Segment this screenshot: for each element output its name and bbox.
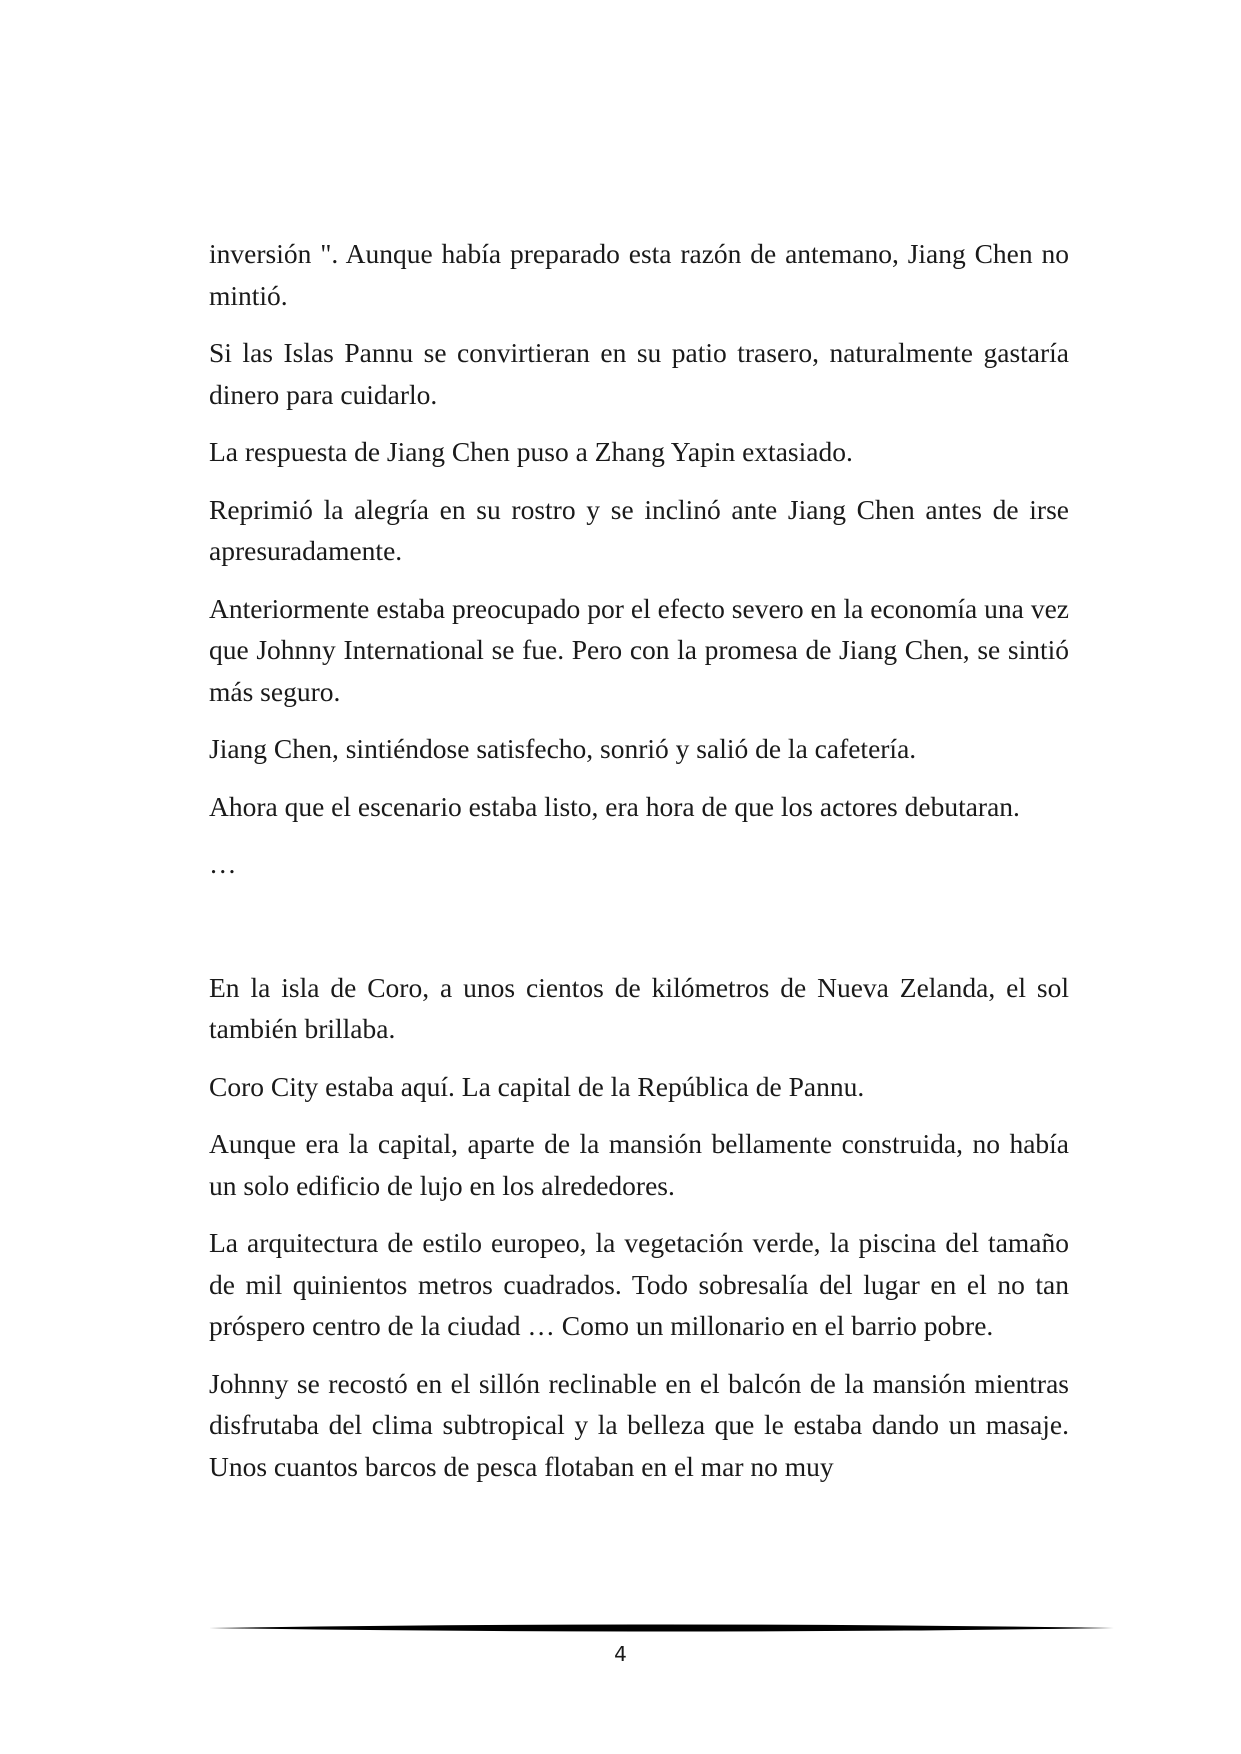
paragraph: Reprimió la alegría en su rostro y se inclinó ante Jiang Chen antes de irse apresuradamente. [209,493,1069,566]
paragraph: La arquitectura de estilo europeo, la vegetación verde, la piscina del tamaño de mil quinientos metros cuadrados. Todo sobresalía del lugar en el no tan próspero centro de la ciudad … Como un millonario en el barrio pobre. [209,1227,1069,1341]
page-number: 4 [614,1642,627,1666]
paragraph: En la isla de Coro, a unos cientos de kilómetros de Nueva Zelanda, el sol también brillaba. [209,971,1069,1044]
paragraph: Jiang Chen, sintiéndose satisfecho, sonrió y salió de la cafetería. [209,733,917,764]
paragraph: Ahora que el escenario estaba listo, era hora de que los actores debutaran. [209,790,1020,822]
paragraph: Anteriormente estaba preocupado por el efecto severo en la economía una vez que Johnny International se fue. Pero con la promesa de Jiang Chen, se sintió más seguro. [209,592,1069,707]
paragraph: Aunque era la capital, aparte de la mansión bellamente construida, no había un solo edificio de lujo en los alrededores. [209,1128,1069,1201]
footer-divider [209,1622,1114,1634]
paragraph: inversión ". Aunque había preparado esta razón de antemano, Jiang Chen no mintió. [209,238,1069,311]
paragraph: Si las Islas Pannu se convirtieran en su patio trasero, naturalmente gastaría dinero para cuidarlo. [209,337,1069,410]
section-break-ellipsis: … [209,848,237,879]
paragraph: Coro City estaba aquí. La capital de la República de Pannu. [209,1070,865,1102]
body-text [209,233,1069,1503]
paragraph: La respuesta de Jiang Chen puso a Zhang Yapin extasiado. [209,436,853,467]
paragraph: Johnny se recostó en el sillón reclinable en el balcón de la mansión mientras disfrutaba del clima subtropical y la belleza que le estaba dando un masaje. Unos cuantos barcos de pesca flotaban en el mar no muy [209,1367,1069,1482]
footer-divider-stroke [209,1625,1114,1632]
